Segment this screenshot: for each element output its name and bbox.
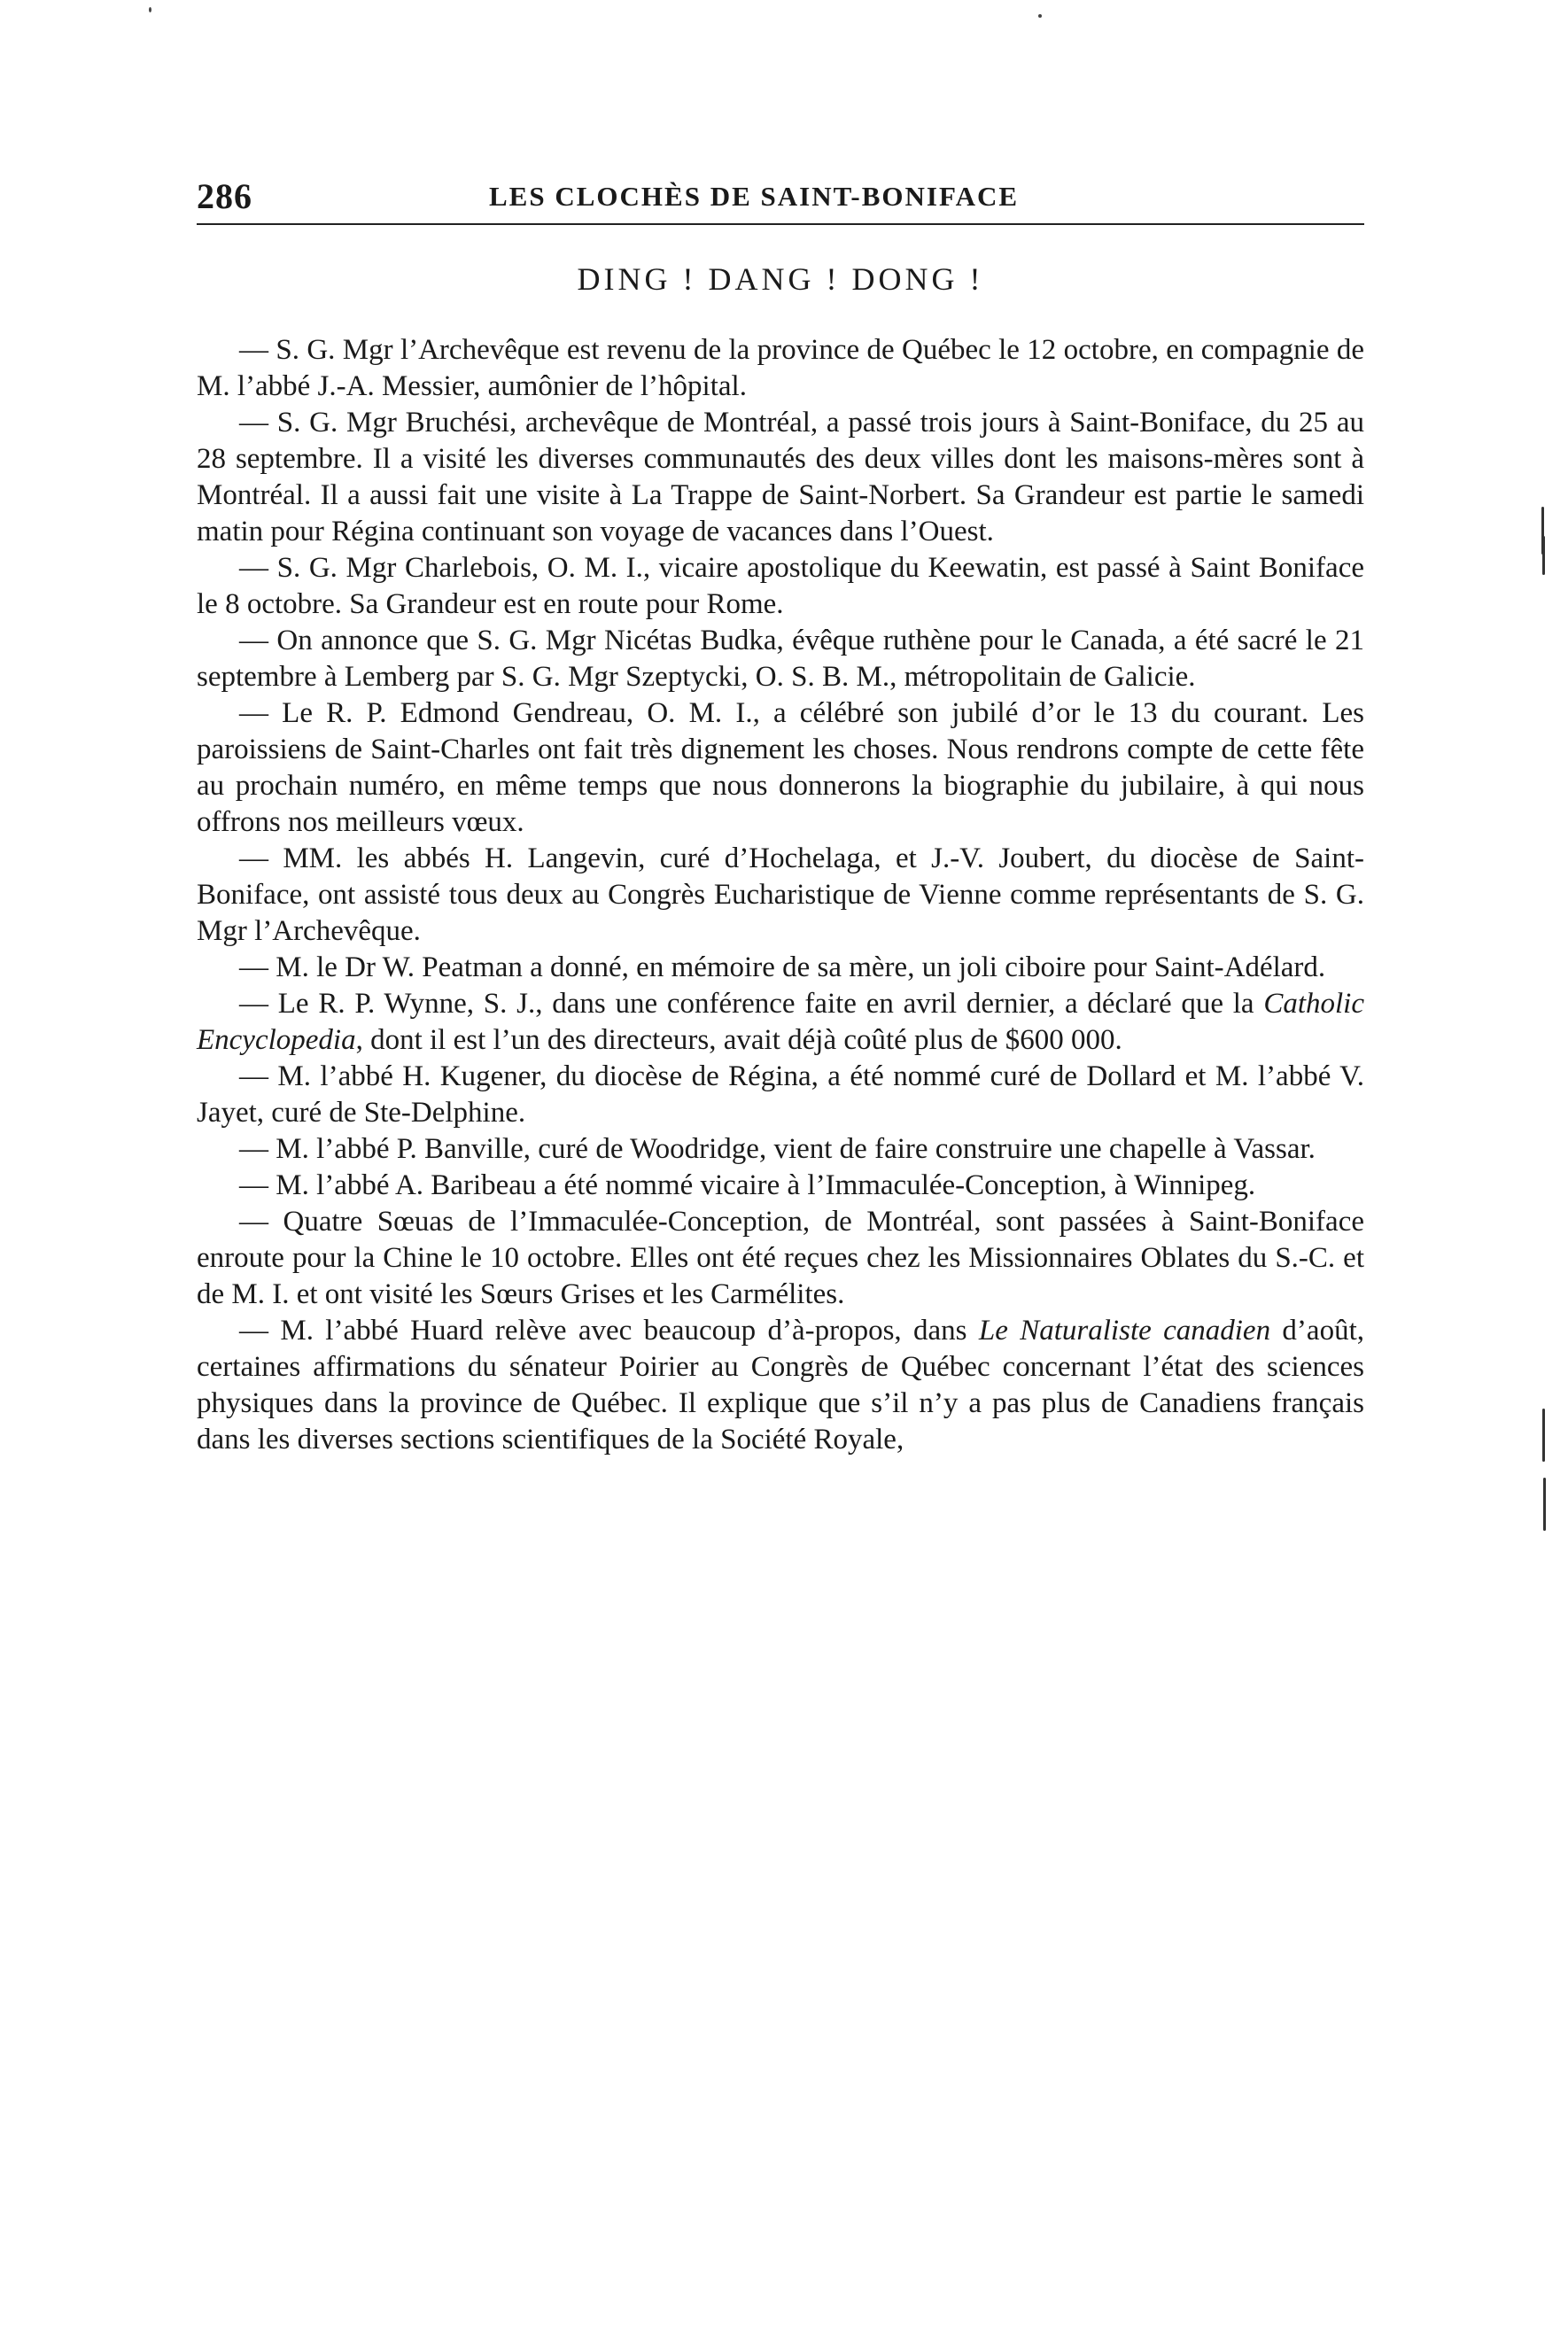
paragraph: — Le R. P. Edmond Gendreau, O. M. I., a célébré son jubilé d’or le 13 du courant. Les paroissiens de Saint-Charles ont fait très dignement les choses. Nous rendrons compte de cette fête au prochain numéro, en même temps que nous donnerons la biographie du jubilaire, à qui nous offrons nos meilleurs vœux. <box>197 697 1364 838</box>
page-number: 286 <box>197 176 252 216</box>
paragraph-text: d’août, certaines affirmations du sénateur Poirier au Congrès de Québec concernant l’état des sciences physiques dans la province de Québec. Il explique que s’il n’y a pas plus de Canadiens français dans les diverses sections scientifiques de la Société Royale, <box>197 1315 1364 1456</box>
paragraph: — M. l’abbé A. Baribeau a été nommé vicaire à l’Immaculée-Conception, à Winnipeg. <box>239 1169 1256 1201</box>
italic-title: Le Naturaliste canadien <box>978 1315 1271 1347</box>
body-text <box>197 332 1364 1458</box>
header-rule <box>197 223 1364 225</box>
page-header <box>197 175 1364 220</box>
margin-scan-mark <box>1543 1478 1546 1531</box>
paragraph-text: , dont il est l’un des directeurs, avait déjà coûté plus de $600 000. <box>355 1024 1122 1056</box>
scan-speck <box>1038 14 1042 18</box>
paragraph: — M. le Dr W. Peatman a donné, en mémoire de sa mère, un joli ciboire pour Saint-Adélard. <box>239 951 1326 983</box>
section-title: DING ! DANG ! DONG ! <box>577 261 984 297</box>
paragraph: — On annonce que S. G. Mgr Nicétas Budka, évêque ruthène pour le Canada, a été sacré le 21 septembre à Lemberg par S. G. Mgr Szeptycki, O. S. B. M., métropolitain de Galicie. <box>197 625 1364 693</box>
paragraph-text: — M. l’abbé Huard relève avec beaucoup d’à-propos, dans <box>239 1315 979 1347</box>
paragraph: — S. G. Mgr Charlebois, O. M. I., vicaire apostolique du Keewatin, est passé à Saint Boniface le 8 octobre. Sa Grandeur est en route pour Rome. <box>197 552 1364 620</box>
paragraph-text: — Le R. P. Wynne, S. J., dans une conférence faite en avril dernier, a déclaré que la <box>239 988 1264 1020</box>
paragraph: — M. l’abbé H. Kugener, du diocèse de Régina, a été nommé curé de Dollard et M. l’abbé V. Jayet, curé de Ste-Delphine. <box>197 1060 1364 1129</box>
paragraph: — MM. les abbés H. Langevin, curé d’Hochelaga, et J.-V. Joubert, du diocèse de Saint-Boniface, ont assisté tous deux au Congrès Eucharistique de Vienne comme représentants de S. G. Mgr l’Archevêque. <box>197 842 1364 947</box>
paragraph: — M. l’abbé P. Banville, curé de Woodridge, vient de faire construire une chapelle à Vassar. <box>239 1133 1316 1165</box>
paragraph <box>197 1313 1364 1458</box>
running-title: LES CLOCHÈS DE SAINT-BONIFACE <box>489 181 1020 212</box>
paragraph <box>197 986 1364 1059</box>
margin-scan-mark <box>1542 1409 1545 1462</box>
margin-scan-mark <box>1542 536 1545 575</box>
italic-title: Catholic Encyclopedia <box>197 988 1364 1056</box>
paragraph: — Quatre Sœuas de l’Immaculée-Conception, de Montréal, sont passées à Saint-Boniface enroute pour la Chine le 10 octobre. Elles ont été reçues chez les Missionnaires Oblates du S.-C. et de M. I. et ont visité les Sœurs Grises et les Carmélites. <box>197 1206 1364 1310</box>
paragraph: — S. G. Mgr Bruchési, archevêque de Montréal, a passé trois jours à Saint-Boniface, du 25 au 28 septembre. Il a visité les diverses communautés des deux villes dont les maisons-mères sont à Montréal. Il a aussi fait une visite à La Trappe de Saint-Norbert. Sa Grandeur est partie le samedi matin pour Régina continuant son voyage de vacances dans l’Ouest. <box>197 407 1364 547</box>
scan-speck <box>149 7 151 12</box>
paragraph: — S. G. Mgr l’Archevêque est revenu de la province de Québec le 12 octobre, en compagnie de M. l’abbé J.-A. Messier, aumônier de l’hôpital. <box>197 334 1364 402</box>
